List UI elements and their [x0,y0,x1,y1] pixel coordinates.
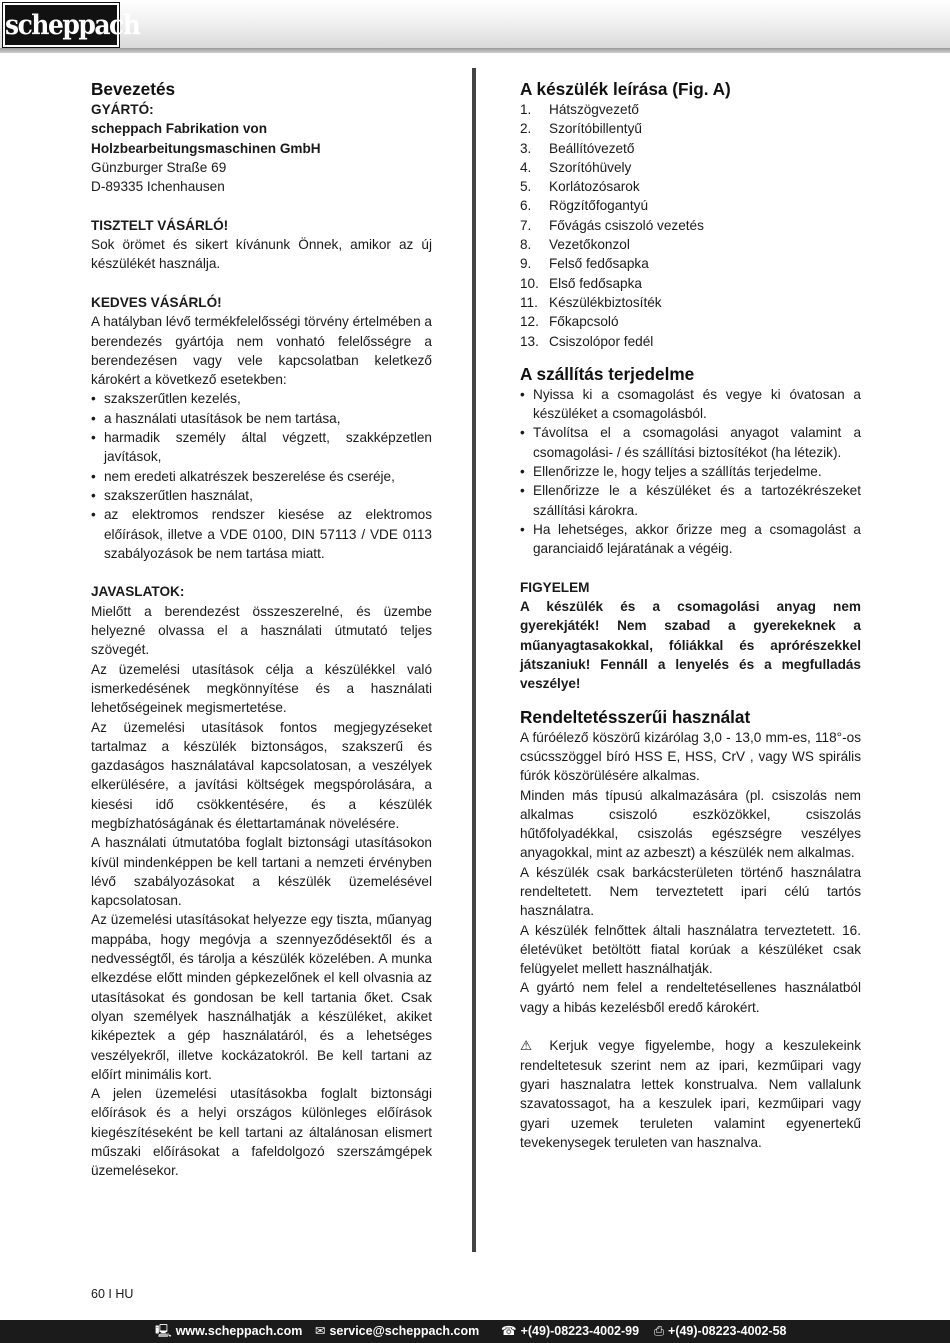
part-item [520,177,861,196]
liability-list [91,389,432,563]
list-item: • nem eredeti alkatrészek beszerelése és cseréje, [91,467,432,486]
part-item [520,274,861,293]
recommendation-paragraph: Az üzemelési utasításokat helyezze egy tiszta, műanyag mappába, hogy megóvja a szennyeződésektől és a nedvességtől, és tárolja a készülék közelében. A munka elkezdése előtt minden gépkezelőnek el kell olvasnia az utasításokat és gondosan be kell tartania őket. Csak olyan személyek használhatják a készüléket, akiket kiképeztek a gép használatáról, és a lehetséges veszélyekről, illetve kockázatokról. Be kell tartani az előírt minimális kort. [91,912,432,1082]
envelope-icon: ✉ [315,1324,326,1338]
part-number: 6. [520,198,532,214]
recommendation-paragraph: Mielőtt a berendezést összeszerelné, és üzembe helyezné olvassa el a használati útmutató teljes szövegét. [91,603,432,658]
part-label: Felső fedősapka [549,256,649,272]
part-number: 13. [520,333,539,349]
part-item [520,100,861,119]
part-item [520,196,861,215]
part-label: Rögzítőfogantyú [549,198,648,214]
page-number: 60 I HU [91,1287,134,1301]
warning-paragraph [520,1036,861,1152]
dear-customer-heading: TISZTELT VÁSÁRLÓ! [91,217,229,233]
part-number: 9. [520,256,532,272]
attention-text: A készülék és a csomagolási anyag nem gyerekjáték! Nem szabad a gyerekeknek a műanyagtasakokkal, fóliákkal és aprórészekkel játszaniuk! Fennáll a lenyelés és a megfulladás veszélye! [520,599,861,692]
phone-number: +(49)-08223-4002-99 [520,1324,640,1338]
part-number: 2. [520,121,532,137]
list-item: • Ellenőrizze le, hogy teljes a szállítás terjedelme. [520,462,861,481]
part-label: Szorítóhüvely [549,159,632,175]
delivery-list [520,385,861,559]
column-divider [472,68,476,1252]
part-number: 8. [520,237,532,253]
part-label: Korlátozósarok [549,179,640,195]
computer-icon: 🖳 [155,1324,172,1338]
address-line: D-89335 Ichenhausen [91,179,225,195]
part-label: Szorítóbillentyű [549,121,642,137]
recommendations-heading: JAVASLATOK: [91,584,185,600]
web-link[interactable]: www.scheppach.com [175,1324,303,1338]
part-number: 12. [520,314,539,330]
right-column [520,78,861,1152]
list-item: • harmadik személy által végzett, szakképzetlen javítások, [91,428,432,467]
logo-text: scheppach [5,8,140,41]
manufacturer-name-line: scheppach Fabrikation von [91,121,268,137]
left-column [91,78,432,1181]
part-item [520,293,861,312]
list-item: • az elektromos rendszer kiesése az elektromos előírások, illetve a VDE 0100, DIN 57113 / VDE 0113 szabályozások be nem tartása miatt. [91,505,432,563]
part-label: Fővágás csiszoló vezetés [549,217,704,233]
list-item: • szakszerűtlen kezelés, [91,389,432,408]
warning-triangle-icon: ⚠ [520,1038,539,1054]
phone-icon: ☎ [501,1324,517,1338]
part-number: 1. [520,102,532,117]
part-item [520,254,861,273]
part-label: Hátszögvezető [549,102,639,117]
page-header [0,0,950,52]
intended-use-paragraph: A fúróélező köszörű kizárólag 3,0 - 13,0 mm-es, 118°-os csúcsszöggel bíró HSS E, HSS, CrV , vagy WS spirális fúrók köszörülésére alkalmas. [520,729,861,784]
intended-use-paragraph: A készülék csak barkácsterületen történő használatra rendeltetett. Nem terveztetett ipari célú tartós használatra. [520,864,861,919]
footer-bar [0,1320,950,1343]
recommendation-paragraph: Az üzemelési utasítások fontos megjegyzéseket tartalmaz a készülék biztonságos, szakszerű és gazdaságos használatával kapcsolatosan, a veszélyek elkerülésére, a javítási költségek megspórolására, a kiesési idő csökkentésére, és a készülék megbízhatóságának és élettartamának növelésére. [91,719,432,831]
part-item [520,119,861,138]
list-item: • szakszerűtlen használat, [91,486,432,505]
part-number: 11. [520,294,538,310]
intro-title: Bevezetés [91,79,176,99]
list-item: • a használati utasítások be nem tartása, [91,409,432,428]
part-number: 4. [520,159,532,175]
recommendation-paragraph: Az üzemelési utasítások célja a készülékkel való ismerkedésének megkönnyítése és a használati lehetőségeinek megismertetése. [91,661,432,716]
intended-use-title: Rendeltetésszerűi használat [520,706,751,727]
manufacturer-name-line: Holzbearbeitungsmaschinen GmbH [91,140,321,156]
fax-icon: ⎙ [654,1324,665,1338]
delivery-title: A szállítás terjedelme [520,363,695,384]
address-line: Günzburger Straße 69 [91,159,227,175]
part-number: 5. [520,179,532,195]
list-item: • Távolítsa el a csomagolási anyagot valamint a csomagolási- / és szállítási biztosítékot (ha létezik). [520,423,861,462]
scheppach-logo [3,3,140,47]
list-item: • Ha lehetséges, akkor őrizze meg a csomagolást a garanciaidő lejáratának a végéig. [520,520,861,559]
footer-fax [654,1320,787,1343]
greeting-text: Sok örömet és sikert kívánunk Önnek, amikor az új készülékét használja. [91,237,432,272]
part-label: Első fedősapka [549,275,642,291]
part-number: 7. [520,217,532,233]
attention-heading: FIGYELEM [520,579,590,595]
part-label: Vezetőkonzol [549,237,630,253]
footer-phone [501,1320,639,1343]
part-label: Készülékbiztosíték [549,294,662,310]
part-item [520,332,861,351]
email-link[interactable]: service@scheppach.com [329,1324,480,1338]
part-item [520,235,861,254]
list-item: • Nyissa ki a csomagolást és vegye ki óvatosan a készüléket a csomagolásból. [520,385,861,424]
recommendation-paragraph: A használati útmutatóba foglalt biztonsági utasításokon kívül mindenképpen be kell tartani a nemzeti érvényben lévő szabályozásokat a készülék üzemelésével kapcsolatosan. [91,835,432,909]
part-number: 3. [520,140,532,156]
part-item [520,139,861,158]
footer-email[interactable] [315,1320,479,1343]
header-rule [0,48,950,53]
liability-intro: A hatályban lévő termékfelelősségi törvény értelmében a berendezés gyártója nem vonható felelősségre a berendezésen vagy vele kapcsolatban keletkező károkért a következő esetekben: [91,314,432,388]
part-label: Főkapcsoló [549,314,619,330]
part-label: Beállítóvezető [549,140,635,156]
warning-text: Kerjuk vegye figyelembe, hogy a keszulekeink rendeltetesuk szerint nem az ipari, kezműipari vagy gyari hasznalatra lettek konstrualva. Nem vallalunk szavatossagot, ha a keszulek ipari, kezműipari vagy gyari uzemek teruleten valamint egyenertekű tevekenysegek teruleten van hasznalva. [520,1038,861,1150]
parts-list [520,100,861,351]
intended-use-paragraph: Minden más típusú alkalmazására (pl. csiszolás nem alkalmas csiszoló eszközökkel, csiszolás hűtőfolyadékkal, csiszolás egészségre veszélyes anyagokkal, mint az azbeszt) a készülék nem alkalmas. [520,787,861,861]
intended-use-paragraph: A készülék felnőttek általi használatra terveztetett. 16. életévüket betöltött fiatal korúak a készüléket csak felügyelet mellett használhatják. [520,922,861,977]
manufacturer-label: GYÁRTÓ: [91,102,154,117]
description-title: A készülék leírása (Fig. A) [520,79,731,99]
part-item [520,216,861,235]
list-item: • Ellenőrizze le a készüléket és a tartozékrészeket szállítási károkra. [520,481,861,520]
part-label: Csiszolópor fedél [549,333,654,349]
footer-web[interactable] [155,1320,302,1343]
part-item [520,312,861,331]
intended-use-paragraph: A gyártó nem felel a rendeltetésellenes használatból vagy a hibás kezelésből eredő károkért. [520,980,861,1015]
fax-number: +(49)-08223-4002-58 [668,1324,787,1338]
part-number: 10. [520,275,539,291]
recommendation-paragraph: A jelen üzemelési utasításokba foglalt biztonsági előírások és a helyi országos különleges előírások kiegészítéseként be kell tartani az általánosan elismert műszaki előírásokat a fafeldolgozó szerszámgépek üzemelésekor. [91,1086,432,1179]
part-item [520,158,861,177]
dear-customer-heading-2: KEDVES VÁSÁRLÓ! [91,294,222,310]
